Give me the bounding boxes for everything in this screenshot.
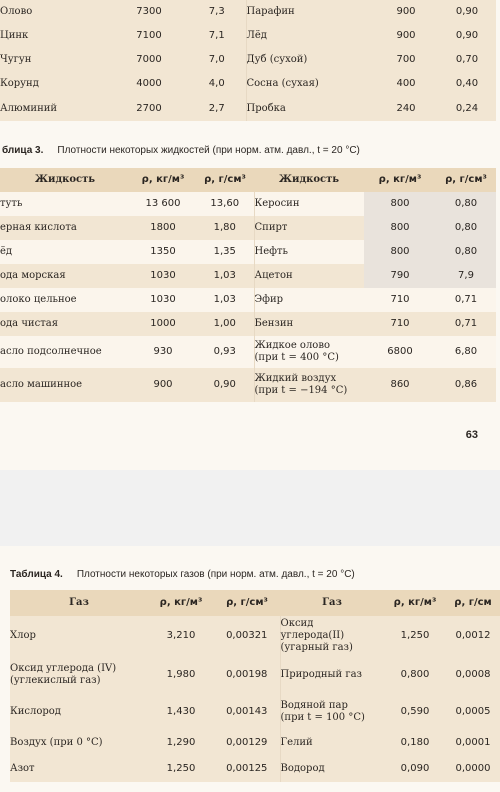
table4-cell: Воздух (при 0 °C) xyxy=(10,730,148,756)
table4-row xyxy=(10,756,500,782)
table3-cell: 860 xyxy=(364,368,436,402)
table4-cell: Гелий xyxy=(280,730,384,756)
page-gap xyxy=(0,470,500,546)
table4-title: Плотности некоторых газов (при норм. атм. давл., t = 20 °C) xyxy=(76,569,355,580)
table3-cell: 0,93 xyxy=(196,336,254,368)
table3-row xyxy=(0,192,496,216)
table2_tail-cell: 900 xyxy=(374,24,438,48)
table4-cell: Природный газ xyxy=(280,656,384,694)
table2_tail-cell: Корунд xyxy=(0,72,110,96)
table2_tail-cell: 7,3 xyxy=(188,0,246,24)
table4-cell: 0,0000 xyxy=(446,756,500,782)
table3-cell: Эфир xyxy=(254,288,364,312)
table2_tail-cell: 400 xyxy=(374,72,438,96)
table4-cell: 1,250 xyxy=(148,756,214,782)
table3-cell: Спирт xyxy=(254,216,364,240)
table4-cell: 0,0012 xyxy=(446,616,500,656)
table3-cell: 7,9 xyxy=(436,264,496,288)
table3-row xyxy=(0,288,496,312)
table3-header: ρ, г/см³ xyxy=(436,168,496,192)
table4-cell: Оксид углерода (IV) (углекислый газ) xyxy=(10,656,148,694)
table2_tail-cell: Алюминий xyxy=(0,96,110,121)
table4-cell: 0,00143 xyxy=(214,694,280,730)
table4-cell: 0,00321 xyxy=(214,616,280,656)
table3-cell: 1000 xyxy=(130,312,196,336)
table3-cell: ёд xyxy=(0,240,130,264)
table3-cell: ерная кислота xyxy=(0,216,130,240)
table3-cell: 790 xyxy=(364,264,436,288)
table3-cell: 1,03 xyxy=(196,288,254,312)
table4-cell: Водяной пар (при t = 100 °C) xyxy=(280,694,384,730)
table3-header: ρ, кг/м³ xyxy=(130,168,196,192)
table3-cell: 1,03 xyxy=(196,264,254,288)
table4-cell: 0,00129 xyxy=(214,730,280,756)
table4-cell: Кислород xyxy=(10,694,148,730)
table3-cell: 0,71 xyxy=(436,312,496,336)
table2_tail-cell: Парафин xyxy=(246,0,374,24)
table3-cell: туть xyxy=(0,192,130,216)
table3-cell: 1,35 xyxy=(196,240,254,264)
table4-header-row xyxy=(10,590,500,616)
table3-cell: 0,71 xyxy=(436,288,496,312)
table3-cell: 930 xyxy=(130,336,196,368)
table4-cell: 3,210 xyxy=(148,616,214,656)
table3-header: Жидкость xyxy=(254,168,364,192)
table4-row xyxy=(10,616,500,656)
table4-cell: Оксид углерода(II) (угарный газ) xyxy=(280,616,384,656)
table4-cell: 0,0001 xyxy=(446,730,500,756)
table3-header: Жидкость xyxy=(0,168,130,192)
table3-cell: 13,60 xyxy=(196,192,254,216)
table2_tail-row xyxy=(0,96,496,121)
density-liquids-table xyxy=(0,168,496,402)
table3-cell: 13 600 xyxy=(130,192,196,216)
table4-cell: 0,00198 xyxy=(214,656,280,694)
table3-cell: 1030 xyxy=(130,264,196,288)
page-number: 63 xyxy=(465,429,478,441)
table4-cell: 1,290 xyxy=(148,730,214,756)
table2_tail-cell: 2700 xyxy=(110,96,188,121)
table3-cell: Жидкое олово (при t = 400 °C) xyxy=(254,336,364,368)
table3-cell: 1,00 xyxy=(196,312,254,336)
table4-row xyxy=(10,730,500,756)
table3-header-row xyxy=(0,168,496,192)
table3-cell: 0,80 xyxy=(436,192,496,216)
table2_tail-cell: 0,90 xyxy=(438,0,496,24)
table3-cell: 0,86 xyxy=(436,368,496,402)
table3-cell: 710 xyxy=(364,288,436,312)
table3-cell: 710 xyxy=(364,312,436,336)
table4-cell: 0,00125 xyxy=(214,756,280,782)
table3-row xyxy=(0,240,496,264)
table2_tail-cell: Пробка xyxy=(246,96,374,121)
table3-cell: 800 xyxy=(364,192,436,216)
table3-cell: асло машинное xyxy=(0,368,130,402)
textbook-page-bottom xyxy=(0,546,500,792)
table4-cell: 0,0008 xyxy=(446,656,500,694)
table3-cell: Керосин xyxy=(254,192,364,216)
table3-row xyxy=(0,264,496,288)
table3-cell: 6,80 xyxy=(436,336,496,368)
table3-cell: 900 xyxy=(130,368,196,402)
table2_tail-cell: 0,90 xyxy=(438,24,496,48)
table2_tail-cell: Цинк xyxy=(0,24,110,48)
table4-header: Газ xyxy=(280,590,384,616)
table2_tail-row xyxy=(0,72,496,96)
table4-cell: 0,180 xyxy=(384,730,446,756)
table2_tail-cell: 2,7 xyxy=(188,96,246,121)
table3-cell: 0,90 xyxy=(196,368,254,402)
table2_tail-cell: 240 xyxy=(374,96,438,121)
table3-cell: Ацетон xyxy=(254,264,364,288)
table4-cell: 0,590 xyxy=(384,694,446,730)
table4-header: ρ, кг/м³ xyxy=(148,590,214,616)
table4-cell: 1,250 xyxy=(384,616,446,656)
table3-cell: асло подсолнечное xyxy=(0,336,130,368)
table2_tail-cell: Лёд xyxy=(246,24,374,48)
density-solids-table-tail xyxy=(0,0,496,121)
table4-row xyxy=(10,694,500,730)
table3-cell: 0,80 xyxy=(436,240,496,264)
table3-cell: 1350 xyxy=(130,240,196,264)
table3-label: блица 3. xyxy=(2,145,44,156)
table2_tail-cell: 900 xyxy=(374,0,438,24)
table4-caption xyxy=(10,569,355,580)
table4-row xyxy=(10,656,500,694)
table3-cell: олоко цельное xyxy=(0,288,130,312)
table3-row xyxy=(0,368,496,402)
table2_tail-cell: 0,24 xyxy=(438,96,496,121)
table2_tail-cell: 4000 xyxy=(110,72,188,96)
table2_tail-cell: 0,40 xyxy=(438,72,496,96)
table3-cell: 1,80 xyxy=(196,216,254,240)
table3-title: Плотности некоторых жидкостей (при норм. атм. давл., t = 20 °C) xyxy=(57,145,360,156)
table4-cell: 1,430 xyxy=(148,694,214,730)
table2_tail-cell: Олово xyxy=(0,0,110,24)
table2_tail-cell: 7000 xyxy=(110,48,188,72)
table3-header: ρ, кг/м³ xyxy=(364,168,436,192)
density-gases-table xyxy=(10,590,500,782)
table4-cell: Азот xyxy=(10,756,148,782)
table2_tail-cell: 7100 xyxy=(110,24,188,48)
table3-row xyxy=(0,216,496,240)
table3-cell: ода чистая xyxy=(0,312,130,336)
table3-caption xyxy=(2,145,360,156)
table2_tail-cell: 0,70 xyxy=(438,48,496,72)
table2_tail-row xyxy=(0,24,496,48)
table4-cell: 0,800 xyxy=(384,656,446,694)
table2_tail-row xyxy=(0,0,496,24)
table2_tail-cell: Дуб (сухой) xyxy=(246,48,374,72)
table2_tail-cell: 4,0 xyxy=(188,72,246,96)
table2_tail-cell: 700 xyxy=(374,48,438,72)
table2_tail-cell: 7,0 xyxy=(188,48,246,72)
table3-cell: Жидкий воздух (при t = −194 °C) xyxy=(254,368,364,402)
table2_tail-cell: Сосна (сухая) xyxy=(246,72,374,96)
table2_tail-cell: 7300 xyxy=(110,0,188,24)
table4-cell: 0,0005 xyxy=(446,694,500,730)
table2_tail-cell: Чугун xyxy=(0,48,110,72)
table4-cell: Водород xyxy=(280,756,384,782)
table3-cell: Нефть xyxy=(254,240,364,264)
table4-header: Газ xyxy=(10,590,148,616)
table4-cell: Хлор xyxy=(10,616,148,656)
table3-cell: Бензин xyxy=(254,312,364,336)
table3-cell: 800 xyxy=(364,216,436,240)
table3-cell: 1800 xyxy=(130,216,196,240)
table3-cell: 800 xyxy=(364,240,436,264)
table3-cell: 0,80 xyxy=(436,216,496,240)
table4-cell: 0,090 xyxy=(384,756,446,782)
table3-cell: 6800 xyxy=(364,336,436,368)
table3-row xyxy=(0,336,496,368)
table2_tail-row xyxy=(0,48,496,72)
table3-header: ρ, г/см³ xyxy=(196,168,254,192)
table2_tail-cell: 7,1 xyxy=(188,24,246,48)
table4-label: Таблица 4. xyxy=(10,569,63,580)
table3-row xyxy=(0,312,496,336)
table4-header: ρ, г/см xyxy=(446,590,500,616)
table3-cell: 1030 xyxy=(130,288,196,312)
table3-cell: ода морская xyxy=(0,264,130,288)
table4-header: ρ, г/см³ xyxy=(214,590,280,616)
table4-header: ρ, кг/м³ xyxy=(384,590,446,616)
table4-cell: 1,980 xyxy=(148,656,214,694)
